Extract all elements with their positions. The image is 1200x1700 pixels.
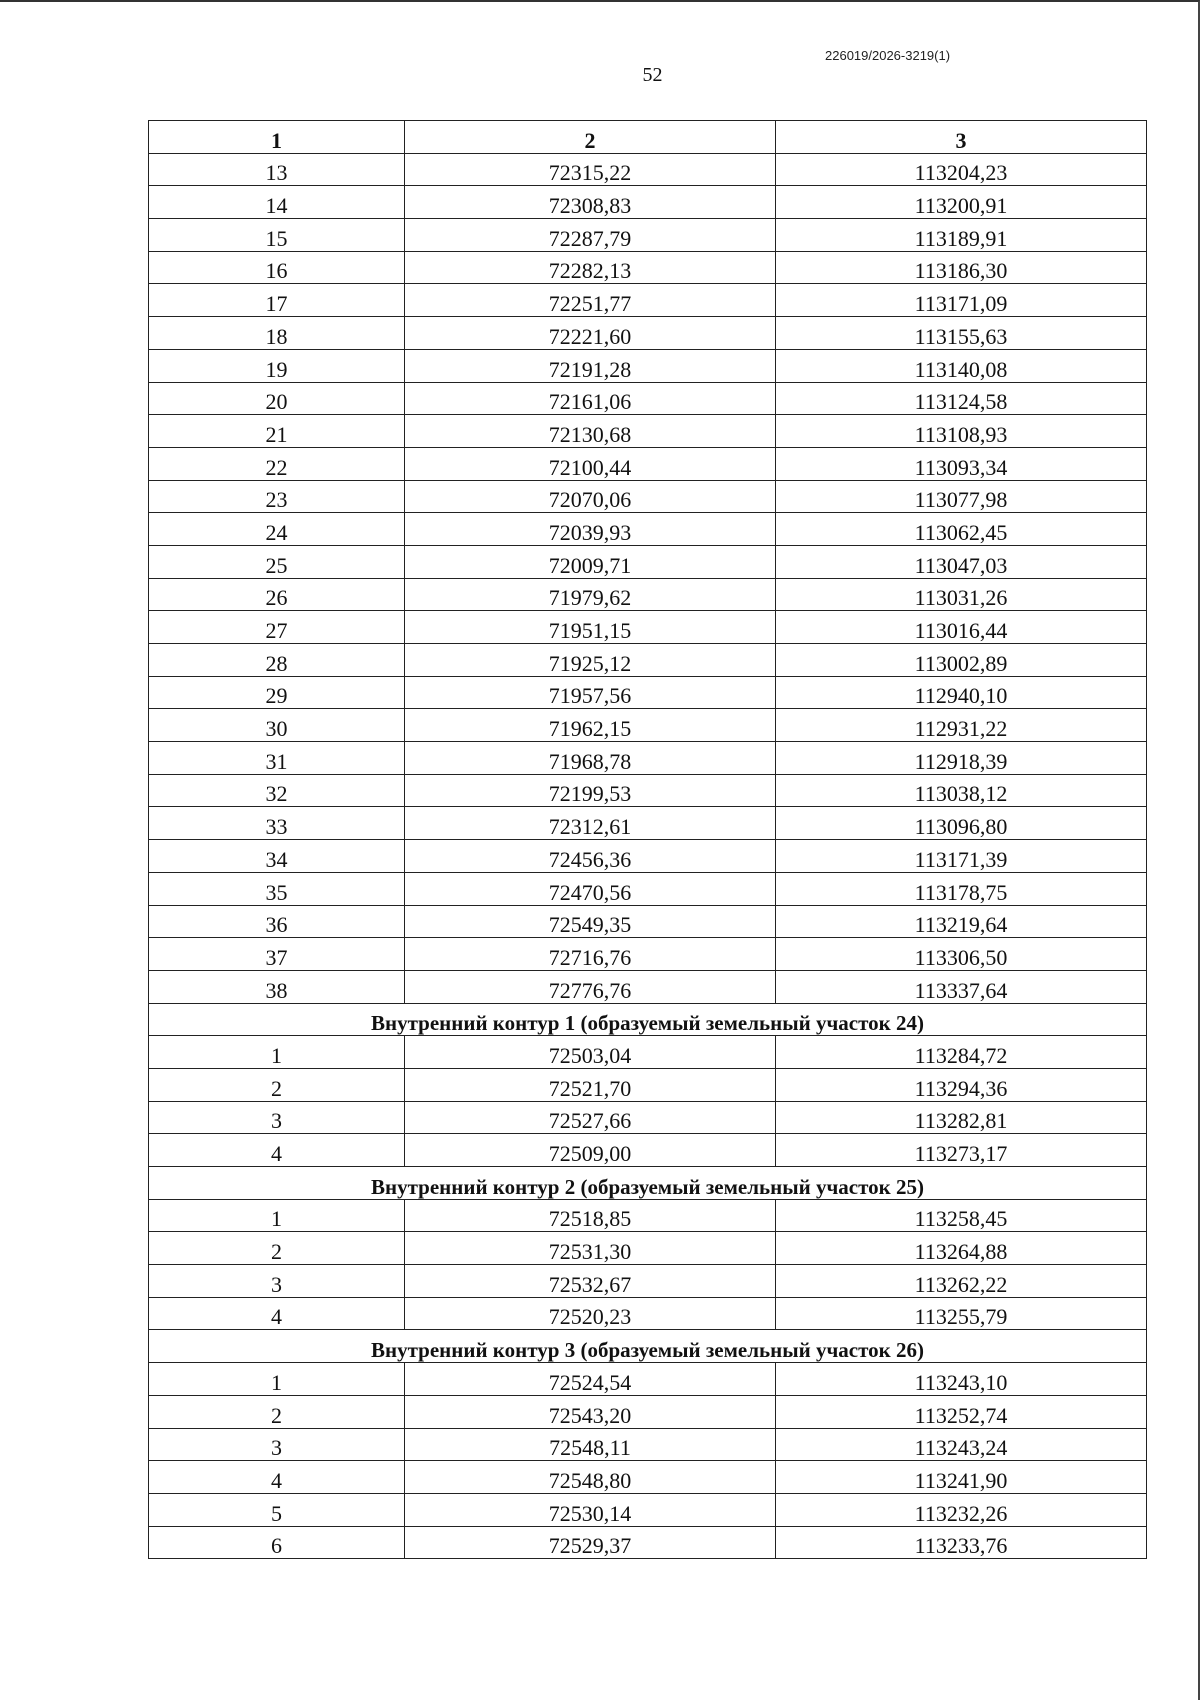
x-coordinate-cell: 72521,70	[405, 1068, 776, 1101]
table-row	[149, 1101, 1147, 1134]
point-number-cell: 34	[149, 840, 405, 873]
coordinates-table	[148, 120, 1147, 1559]
y-coordinate-cell: 113232,26	[776, 1493, 1147, 1526]
y-coordinate-cell: 113282,81	[776, 1101, 1147, 1134]
point-number-cell: 29	[149, 676, 405, 709]
x-coordinate-cell: 72527,66	[405, 1101, 776, 1134]
point-number-cell: 25	[149, 545, 405, 578]
x-coordinate-cell: 71979,62	[405, 578, 776, 611]
y-coordinate-cell: 113241,90	[776, 1461, 1147, 1494]
point-number-cell: 3	[149, 1265, 405, 1298]
y-coordinate-cell: 113140,08	[776, 349, 1147, 382]
y-coordinate-cell: 113273,17	[776, 1134, 1147, 1167]
table-row	[149, 1134, 1147, 1167]
y-coordinate-cell: 113243,10	[776, 1363, 1147, 1396]
table-row	[149, 186, 1147, 219]
point-number-cell: 13	[149, 153, 405, 186]
point-number-cell: 1	[149, 1036, 405, 1069]
table-row	[149, 938, 1147, 971]
point-number-cell: 19	[149, 349, 405, 382]
table-row	[149, 742, 1147, 775]
point-number-cell: 32	[149, 774, 405, 807]
x-coordinate-cell: 72070,06	[405, 480, 776, 513]
table-header	[149, 121, 1147, 154]
table-row	[149, 382, 1147, 415]
y-coordinate-cell: 113189,91	[776, 219, 1147, 252]
table-header-row	[149, 121, 1147, 154]
point-number-cell: 2	[149, 1068, 405, 1101]
table-row	[149, 1461, 1147, 1494]
x-coordinate-cell: 72161,06	[405, 382, 776, 415]
point-number-cell: 22	[149, 447, 405, 480]
x-coordinate-cell: 72549,35	[405, 905, 776, 938]
table-row	[149, 905, 1147, 938]
x-coordinate-cell: 72524,54	[405, 1363, 776, 1396]
y-coordinate-cell: 113031,26	[776, 578, 1147, 611]
y-coordinate-cell: 112918,39	[776, 742, 1147, 775]
y-coordinate-cell: 113233,76	[776, 1526, 1147, 1559]
section-row	[149, 1003, 1147, 1036]
table-row	[149, 1068, 1147, 1101]
table-row	[149, 219, 1147, 252]
y-coordinate-cell: 113124,58	[776, 382, 1147, 415]
x-coordinate-cell: 72532,67	[405, 1265, 776, 1298]
page-number: 52	[642, 64, 663, 86]
point-number-cell: 3	[149, 1101, 405, 1134]
x-coordinate-cell: 72251,77	[405, 284, 776, 317]
table-row	[149, 1395, 1147, 1428]
point-number-cell: 15	[149, 219, 405, 252]
section-title: Внутренний контур 2 (образуемый земельный участок 25)	[149, 1167, 1147, 1200]
point-number-cell: 28	[149, 644, 405, 677]
point-number-cell: 17	[149, 284, 405, 317]
point-number-cell: 36	[149, 905, 405, 938]
point-number-cell: 4	[149, 1297, 405, 1330]
point-number-cell: 18	[149, 317, 405, 350]
table-row	[149, 447, 1147, 480]
x-coordinate-cell: 72548,80	[405, 1461, 776, 1494]
section-title: Внутренний контур 3 (образуемый земельный участок 26)	[149, 1330, 1147, 1363]
point-number-cell: 33	[149, 807, 405, 840]
point-number-cell: 3	[149, 1428, 405, 1461]
table-row	[149, 611, 1147, 644]
table-row	[149, 709, 1147, 742]
x-coordinate-cell: 72518,85	[405, 1199, 776, 1232]
point-number-cell: 23	[149, 480, 405, 513]
point-number-cell: 37	[149, 938, 405, 971]
table-row	[149, 349, 1147, 382]
x-coordinate-cell: 72308,83	[405, 186, 776, 219]
point-number-cell: 4	[149, 1134, 405, 1167]
x-coordinate-cell: 72531,30	[405, 1232, 776, 1265]
table-row	[149, 1036, 1147, 1069]
table-row	[149, 1232, 1147, 1265]
x-coordinate-cell: 72509,00	[405, 1134, 776, 1167]
y-coordinate-cell: 113284,72	[776, 1036, 1147, 1069]
x-coordinate-cell: 72287,79	[405, 219, 776, 252]
y-coordinate-cell: 113093,34	[776, 447, 1147, 480]
y-coordinate-cell: 113171,39	[776, 840, 1147, 873]
point-number-cell: 5	[149, 1493, 405, 1526]
x-coordinate-cell: 72543,20	[405, 1395, 776, 1428]
column-header-x: 2	[405, 121, 776, 154]
y-coordinate-cell: 113337,64	[776, 970, 1147, 1003]
x-coordinate-cell: 72548,11	[405, 1428, 776, 1461]
point-number-cell: 14	[149, 186, 405, 219]
x-coordinate-cell: 72716,76	[405, 938, 776, 971]
point-number-cell: 30	[149, 709, 405, 742]
table-row	[149, 970, 1147, 1003]
x-coordinate-cell: 72529,37	[405, 1526, 776, 1559]
table-row	[149, 153, 1147, 186]
y-coordinate-cell: 113252,74	[776, 1395, 1147, 1428]
x-coordinate-cell: 72199,53	[405, 774, 776, 807]
x-coordinate-cell: 72776,76	[405, 970, 776, 1003]
y-coordinate-cell: 113178,75	[776, 872, 1147, 905]
table-row	[149, 284, 1147, 317]
point-number-cell: 16	[149, 251, 405, 284]
y-coordinate-cell: 113294,36	[776, 1068, 1147, 1101]
y-coordinate-cell: 113062,45	[776, 513, 1147, 546]
point-number-cell: 4	[149, 1461, 405, 1494]
x-coordinate-cell: 72312,61	[405, 807, 776, 840]
table-row	[149, 578, 1147, 611]
x-coordinate-cell: 72009,71	[405, 545, 776, 578]
table-row	[149, 545, 1147, 578]
x-coordinate-cell: 71968,78	[405, 742, 776, 775]
point-number-cell: 31	[149, 742, 405, 775]
x-coordinate-cell: 72221,60	[405, 317, 776, 350]
y-coordinate-cell: 113258,45	[776, 1199, 1147, 1232]
point-number-cell: 21	[149, 415, 405, 448]
x-coordinate-cell: 71951,15	[405, 611, 776, 644]
y-coordinate-cell: 113306,50	[776, 938, 1147, 971]
section-row	[149, 1330, 1147, 1363]
y-coordinate-cell: 113077,98	[776, 480, 1147, 513]
section-title: Внутренний контур 1 (образуемый земельный участок 24)	[149, 1003, 1147, 1036]
table-row	[149, 676, 1147, 709]
table-row	[149, 1493, 1147, 1526]
y-coordinate-cell: 113255,79	[776, 1297, 1147, 1330]
point-number-cell: 6	[149, 1526, 405, 1559]
x-coordinate-cell: 72503,04	[405, 1036, 776, 1069]
table-row	[149, 317, 1147, 350]
y-coordinate-cell: 112931,22	[776, 709, 1147, 742]
y-coordinate-cell: 113155,63	[776, 317, 1147, 350]
y-coordinate-cell: 113171,09	[776, 284, 1147, 317]
y-coordinate-cell: 113262,22	[776, 1265, 1147, 1298]
point-number-cell: 38	[149, 970, 405, 1003]
table-row	[149, 1526, 1147, 1559]
table-row	[149, 415, 1147, 448]
document-id: 226019/2026-3219(1)	[825, 48, 951, 63]
table-row	[149, 1199, 1147, 1232]
x-coordinate-cell: 72530,14	[405, 1493, 776, 1526]
table-row	[149, 1428, 1147, 1461]
point-number-cell: 2	[149, 1395, 405, 1428]
x-coordinate-cell: 72039,93	[405, 513, 776, 546]
y-coordinate-cell: 113204,23	[776, 153, 1147, 186]
x-coordinate-cell: 72130,68	[405, 415, 776, 448]
y-coordinate-cell: 113016,44	[776, 611, 1147, 644]
y-coordinate-cell: 113200,91	[776, 186, 1147, 219]
y-coordinate-cell: 112940,10	[776, 676, 1147, 709]
y-coordinate-cell: 113186,30	[776, 251, 1147, 284]
table-row	[149, 480, 1147, 513]
table-row	[149, 251, 1147, 284]
y-coordinate-cell: 113038,12	[776, 774, 1147, 807]
column-header-point-number: 1	[149, 121, 405, 154]
x-coordinate-cell: 72282,13	[405, 251, 776, 284]
x-coordinate-cell: 72520,23	[405, 1297, 776, 1330]
y-coordinate-cell: 113219,64	[776, 905, 1147, 938]
y-coordinate-cell: 113002,89	[776, 644, 1147, 677]
x-coordinate-cell: 72100,44	[405, 447, 776, 480]
table-row	[149, 840, 1147, 873]
y-coordinate-cell: 113047,03	[776, 545, 1147, 578]
table-row	[149, 872, 1147, 905]
x-coordinate-cell: 72470,56	[405, 872, 776, 905]
table-row	[149, 513, 1147, 546]
point-number-cell: 26	[149, 578, 405, 611]
point-number-cell: 1	[149, 1363, 405, 1396]
y-coordinate-cell: 113264,88	[776, 1232, 1147, 1265]
y-coordinate-cell: 113243,24	[776, 1428, 1147, 1461]
table-row	[149, 807, 1147, 840]
table-row	[149, 644, 1147, 677]
point-number-cell: 35	[149, 872, 405, 905]
table-body	[149, 153, 1147, 1559]
table-row	[149, 1265, 1147, 1298]
point-number-cell: 1	[149, 1199, 405, 1232]
point-number-cell: 2	[149, 1232, 405, 1265]
point-number-cell: 20	[149, 382, 405, 415]
point-number-cell: 24	[149, 513, 405, 546]
x-coordinate-cell: 72315,22	[405, 153, 776, 186]
x-coordinate-cell: 71925,12	[405, 644, 776, 677]
x-coordinate-cell: 72191,28	[405, 349, 776, 382]
table-row	[149, 1363, 1147, 1396]
x-coordinate-cell: 71957,56	[405, 676, 776, 709]
table-row	[149, 774, 1147, 807]
y-coordinate-cell: 113096,80	[776, 807, 1147, 840]
point-number-cell: 27	[149, 611, 405, 644]
y-coordinate-cell: 113108,93	[776, 415, 1147, 448]
x-coordinate-cell: 72456,36	[405, 840, 776, 873]
table-row	[149, 1297, 1147, 1330]
x-coordinate-cell: 71962,15	[405, 709, 776, 742]
section-row	[149, 1167, 1147, 1200]
column-header-y: 3	[776, 121, 1147, 154]
